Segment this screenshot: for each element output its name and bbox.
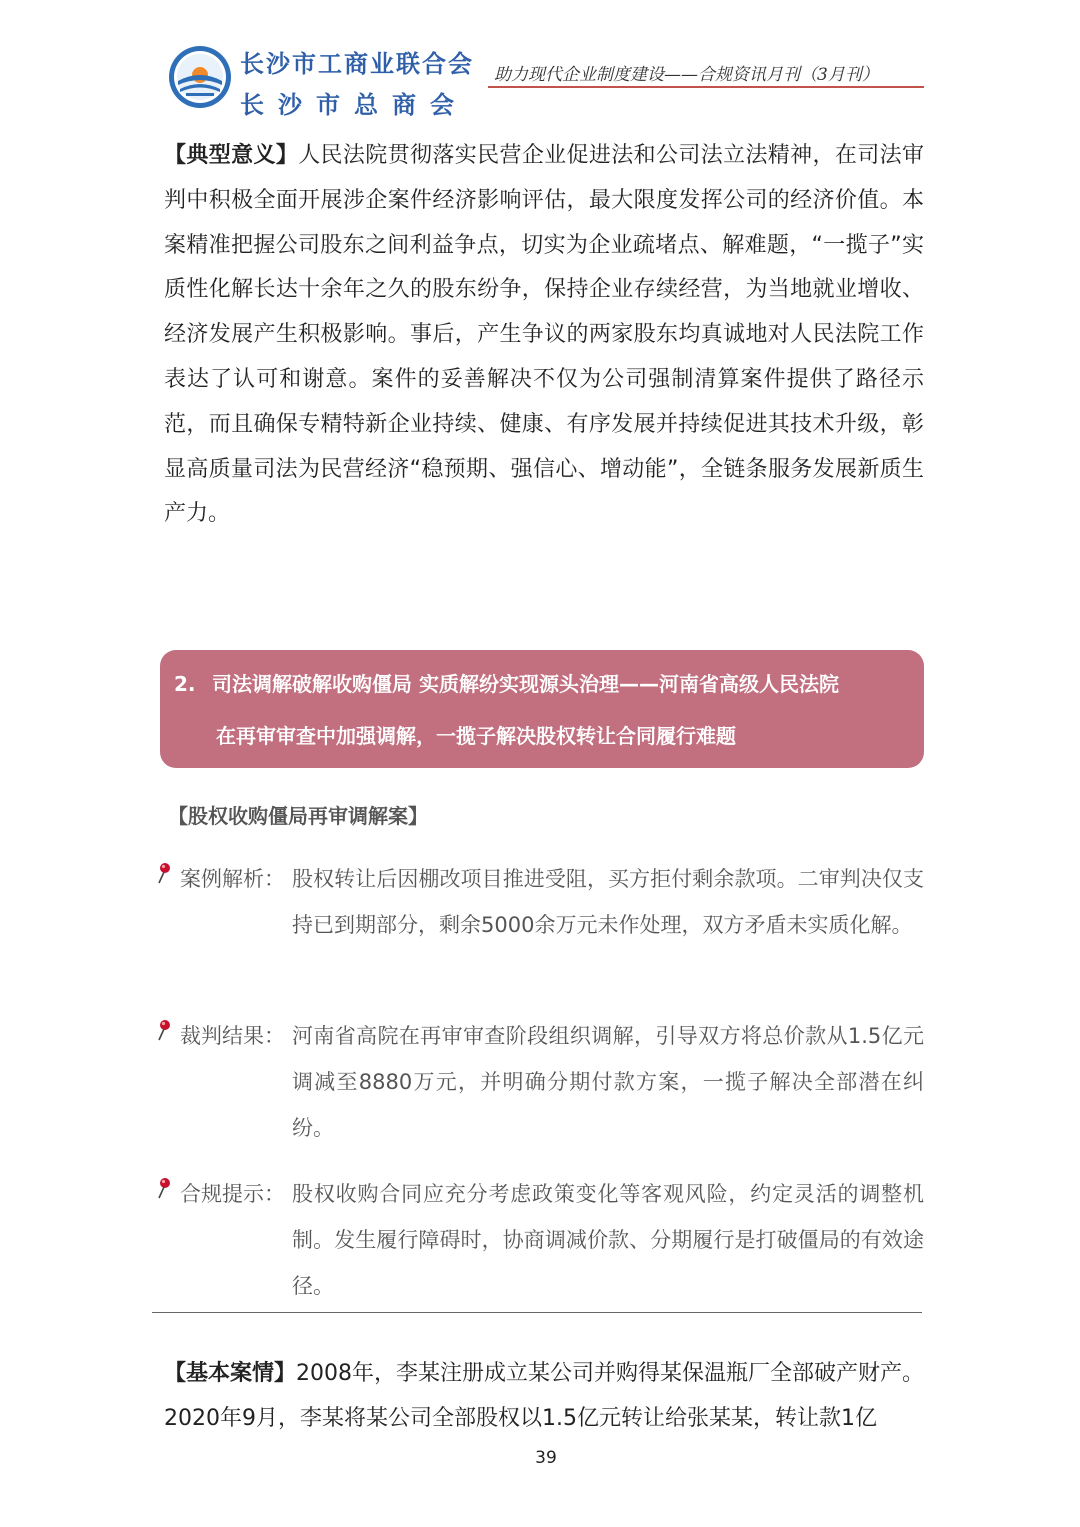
organization-name <box>240 44 474 120</box>
pushpin-icon <box>156 1019 172 1041</box>
bullet-text: 股权收购合同应充分考虑政策变化等客观风险，约定灵活的调整机制。发生履行障碍时，协商调减价款、分期履行是打破僵局的有效途径。 <box>292 1182 924 1298</box>
bullet-text: 股权转让后因棚改项目推进受阻，买方拒付剩余款项。二审判决仅支持已到期部分，剩余5000余万元未作处理，双方矛盾未实质化解。 <box>292 867 924 937</box>
section-title-text: 司法调解破解收购僵局 实质解纷实现源头治理——河南省高级人民法院 <box>212 672 839 696</box>
section-title-line2: 在再审审查中加强调解，一揽子解决股权转让合同履行难题 <box>216 724 736 748</box>
basic-facts-label: 【基本案情】 <box>164 1361 297 1386</box>
section-number: 2. <box>174 672 196 696</box>
pushpin-icon <box>156 1177 172 1199</box>
section-title-line1 <box>174 668 839 697</box>
bullet-text: 河南省高院在再审审查阶段组织调解，引导双方将总价款从1.5亿元调减至8880万元，并明确分期付款方案，一揽子解决全部潜在纠纷。 <box>292 1024 924 1140</box>
section-divider <box>152 1312 922 1313</box>
bullet-label: 案例解析： <box>180 867 285 891</box>
page-header <box>0 0 1080 120</box>
bullet-judgment-result <box>156 1013 926 1153</box>
significance-paragraph <box>164 134 924 537</box>
header-rule <box>488 86 924 88</box>
basic-facts-text: 2008年，李某注册成立某公司并购得某保温瓶厂全部破产财产。2020年9月，李某将某公司全部股权以1.5亿元转让给张某某，转让款1亿 <box>164 1361 924 1431</box>
section-banner <box>160 650 924 768</box>
bullet-label: 裁判结果： <box>180 1024 285 1048</box>
pushpin-icon <box>156 862 172 884</box>
case-title: 【股权收购僵局再审调解案】 <box>168 804 428 828</box>
org-name-line2: 长沙市总商会 <box>240 91 468 119</box>
significance-text: 人民法院贯彻落实民营企业促进法和公司法立法精神，在司法审判中积极全面开展涉企案件经济影响评估，最大限度发挥公司的经济价值。本案精准把握公司股东之间利益争点，切实为企业疏堵点、解难题，“一揽子”实质性化解长达十余年之久的股东纷争，保持企业存续经营，为当地就业增收、经济发展产生积极影响。事后，产生争议的两家股东均真诚地对人民法院工作表达了认可和谢意。案件的妥善解决不仅为公司强制清算案件提供了路径示范，而且确保专精特新企业持续、健康、有序发展并持续促进其技术升级，彰显高质量司法为民营经济“稳预期、强信心、增动能”，全链条服务发展新质生产力。 <box>164 143 924 527</box>
basic-facts-paragraph <box>164 1352 924 1442</box>
page-number: 39 <box>535 1448 557 1468</box>
publication-title: 助力现代企业制度建设——合规资讯月刊（3月刊） <box>494 65 879 85</box>
federation-logo-icon <box>168 45 232 109</box>
bullet-compliance-tip <box>156 1171 926 1311</box>
org-name-line1: 长沙市工商业联合会 <box>240 50 474 78</box>
bullet-case-analysis <box>156 856 926 996</box>
bullet-label: 合规提示： <box>180 1182 285 1206</box>
significance-label: 【典型意义】 <box>164 143 299 168</box>
